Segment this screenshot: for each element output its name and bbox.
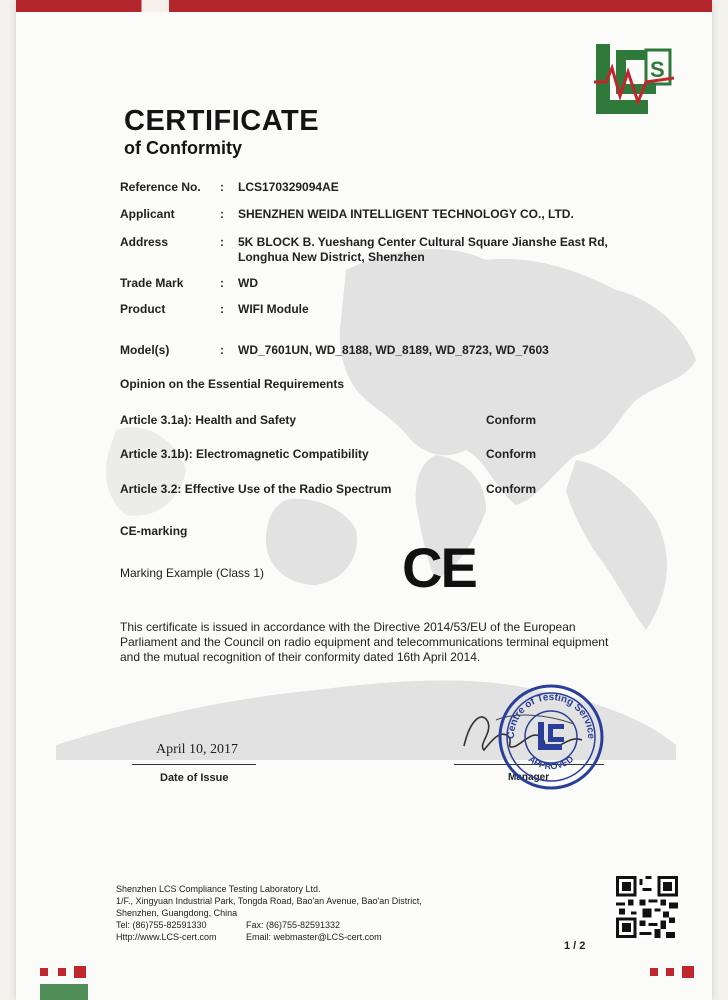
- svg-text:Centre of Testing Service: Centre of Testing Service: [505, 691, 597, 740]
- world-map-watermark: [16, 0, 712, 1000]
- colon: :: [220, 302, 224, 316]
- decor-square: [682, 966, 694, 978]
- manager-label: Manager: [508, 772, 550, 783]
- opinion-heading: Opinion on the Essential Requirements: [120, 377, 345, 391]
- address-value-line1: 5K BLOCK B. Yueshang Center Cultural Square Jianshe East Rd,: [238, 235, 608, 249]
- colon: :: [220, 343, 224, 357]
- article-label: Article 3.1a): Health and Safety: [120, 413, 297, 427]
- footer-fax: Fax: (86)755-82591332: [246, 920, 341, 930]
- lcs-logo-icon: [594, 42, 674, 122]
- page-number: 1 / 2: [564, 940, 586, 952]
- statement-line2: Parliament and the Council on radio equipment and telecommunications terminal equipment: [120, 635, 609, 649]
- applicant-label: Applicant: [120, 207, 175, 221]
- article-label: Article 3.1b): Electromagnetic Compatibility: [120, 447, 369, 461]
- applicant-value: SHENZHEN WEIDA INTELLIGENT TECHNOLOGY CO., LTD.: [238, 207, 574, 221]
- footer-company: Shenzhen LCS Compliance Testing Laboratory Ltd.: [116, 884, 321, 894]
- certificate-title: CERTIFICATE: [124, 105, 320, 137]
- colon: :: [220, 207, 224, 221]
- decor-square: [74, 966, 86, 978]
- trade-mark-label: Trade Mark: [120, 276, 184, 290]
- trade-mark-value: WD: [238, 276, 258, 290]
- article-result: Conform: [486, 413, 536, 427]
- address-label: Address: [120, 235, 169, 249]
- footer-email: Email: webmaster@LCS-cert.com: [246, 932, 382, 942]
- footer-web: Http://www.LCS-cert.com: [116, 932, 217, 942]
- decor-band: [40, 984, 88, 1000]
- statement-line3: and the mutual recognition of their conformity dated 16th April 2014.: [120, 650, 481, 664]
- ce-mark-icon: CE: [402, 536, 476, 599]
- footer-address2: Shenzhen, Guangdong, China: [116, 908, 238, 918]
- ce-marking-heading: CE-marking: [120, 524, 188, 538]
- article-label: Article 3.2: Effective Use of the Radio Spectrum: [120, 482, 392, 496]
- product-label: Product: [120, 302, 166, 316]
- date-line: [132, 764, 256, 765]
- date-of-issue-label: Date of Issue: [160, 772, 229, 784]
- colon: :: [220, 235, 224, 249]
- article-result: Conform: [486, 447, 536, 461]
- decor-square: [666, 968, 674, 976]
- reference-value: LCS170329094AE: [238, 180, 339, 194]
- statement-line1: This certificate is issued in accordance with the Directive 2014/53/EU of the European: [120, 620, 576, 634]
- models-label: Model(s): [120, 343, 170, 357]
- decor-square: [58, 968, 66, 976]
- decor-square: [40, 968, 48, 976]
- decor-square: [650, 968, 658, 976]
- footer-address1: 1/F., Xingyuan Industrial Park, Tongda Road, Bao'an Avenue, Bao'an District,: [116, 896, 422, 906]
- certificate-page: [16, 0, 712, 1000]
- colon: :: [220, 276, 224, 290]
- reference-label: Reference No.: [120, 180, 201, 194]
- certificate-subtitle: of Conformity: [124, 138, 242, 158]
- footer-tel: Tel: (86)755-82591330: [116, 920, 207, 930]
- top-color-band: [16, 0, 712, 12]
- svg-text:APPROVED: APPROVED: [526, 753, 576, 772]
- qr-code-icon: [616, 876, 678, 938]
- ce-marking-example: Marking Example (Class 1): [120, 566, 265, 580]
- address-value-line2: Longhua New District, Shenzhen: [238, 250, 425, 264]
- colon: :: [220, 180, 224, 194]
- svg-text:S: S: [650, 57, 665, 82]
- models-value: WD_7601UN, WD_8188, WD_8189, WD_8723, WD_7603: [238, 343, 549, 357]
- product-value: WIFI Module: [238, 302, 309, 316]
- approval-stamp-icon: [496, 682, 606, 792]
- issue-date: April 10, 2017: [156, 742, 239, 757]
- article-result: Conform: [486, 482, 536, 496]
